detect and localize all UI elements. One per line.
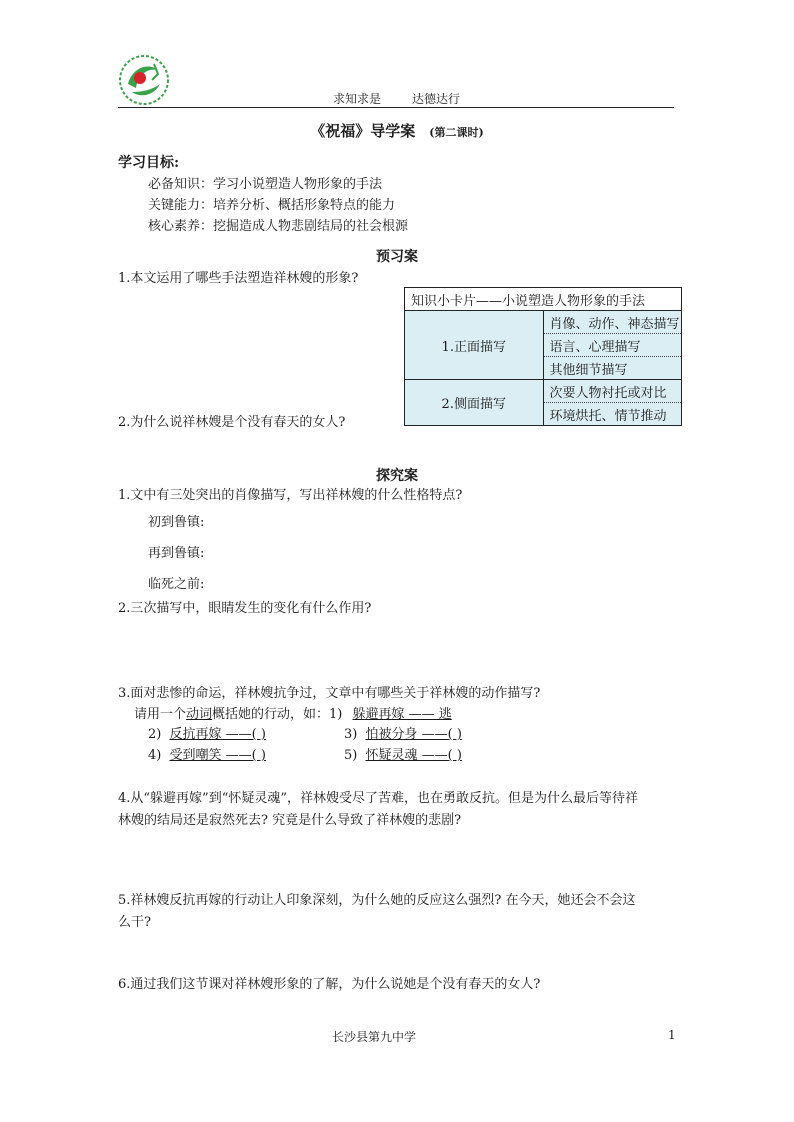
card-item: 肖像、动作、神态描写 [543,311,682,334]
objective-item: 关键能力：培养分析、概括形象特点的能力 [148,198,396,213]
explore-heading: 探究案 [376,468,418,484]
answer-prompt: 初到鲁镇: [148,515,205,530]
knowledge-card-title: 知识小卡片——小说塑造人物形象的手法 [405,288,682,311]
pair-item [344,726,482,744]
pair-number: 4) [148,748,162,763]
page-title [0,120,794,141]
objective-item: 必备知识：学习小说塑造人物形象的手法 [148,177,383,192]
pair-text: 怀疑灵魂 ——( ) [365,748,462,763]
instruction-post: 概括她的行动，如：1) [212,707,343,722]
pair-text: 受到嘲笑 ——( ) [169,748,266,763]
pair-number: 2) [148,727,162,742]
card-item: 环境烘托、情节推动 [543,403,682,426]
answer-prompt: 临死之前: [148,577,205,592]
title-sub: (第二课时) [429,126,484,139]
preview-question-2: 2.为什么说祥林嫂是个没有春天的女人? [118,415,346,430]
objectives-heading: 学习目标: [118,155,180,171]
explore-question-4-line1: 4.从“躲避再嫁”到“怀疑灵魂”，祥林嫂受尽了苦难，也在勇敢反抗。但是为什么最后等待祥 [118,791,638,806]
explore-question-5-line2: 么干? [118,915,151,930]
motto-left: 求知求是 [333,92,382,106]
pair-item [344,747,482,765]
knowledge-card [404,287,682,426]
preview-heading: 预习案 [376,249,418,265]
answer-prompt: 再到鲁镇: [148,546,205,561]
explore-question-5-line1: 5.祥林嫂反抗再嫁的行动让人印象深刻，为什么她的反应这么强烈? 在今天，她还会不会这 [118,893,636,908]
explore-question-1: 1.文中有三处突出的肖像描写，写出祥林嫂的什么性格特点? [118,488,463,503]
explore-question-4-line2: 林嫂的结局还是寂然死去? 究竟是什么导致了祥林嫂的悲剧? [118,813,462,828]
school-logo-icon [118,54,170,106]
pair-number: 3) [344,727,358,742]
page-number: 1 [668,1028,676,1042]
card-group-label: 2.侧面描写 [405,380,544,426]
explore-question-6: 6.通过我们这节课对祥林嫂形象的了解，为什么说她是个没有春天的女人? [118,977,541,992]
pair-text: 反抗再嫁 ——( ) [169,727,266,742]
example-answer: 躲避再嫁 —— 逃 [352,707,452,722]
card-item: 语言、心理描写 [543,334,682,357]
card-item: 其他细节描写 [543,357,682,380]
instruction-pre: 请用一个 [134,707,187,722]
motto-right: 达德达行 [412,92,461,106]
footer-school: 长沙县第九中学 [332,1030,417,1044]
pair-item [148,747,286,765]
card-group-label: 1.正面描写 [405,311,544,380]
objective-item: 核心素养：挖掘造成人物悲剧结局的社会根源 [148,219,409,234]
preview-question-1: 1.本文运用了哪些手法塑造祥林嫂的形象? [118,271,359,286]
explore-question-2: 2.三次描写中，眼睛发生的变化有什么作用? [118,601,372,616]
title-main: 《祝福》导学案 [310,122,416,140]
explore-q3-instruction [134,706,464,724]
header-divider [118,107,674,108]
explore-question-3: 3.面对悲惨的命运，祥林嫂抗争过，文章中有哪些关于祥林嫂的动作描写? [118,686,541,701]
instruction-key: 动词 [186,707,213,722]
pair-item [148,726,286,744]
card-item: 次要人物衬托或对比 [543,380,682,403]
pair-number: 5) [344,748,358,763]
pair-text: 怕被分身 ——( ) [365,727,462,742]
